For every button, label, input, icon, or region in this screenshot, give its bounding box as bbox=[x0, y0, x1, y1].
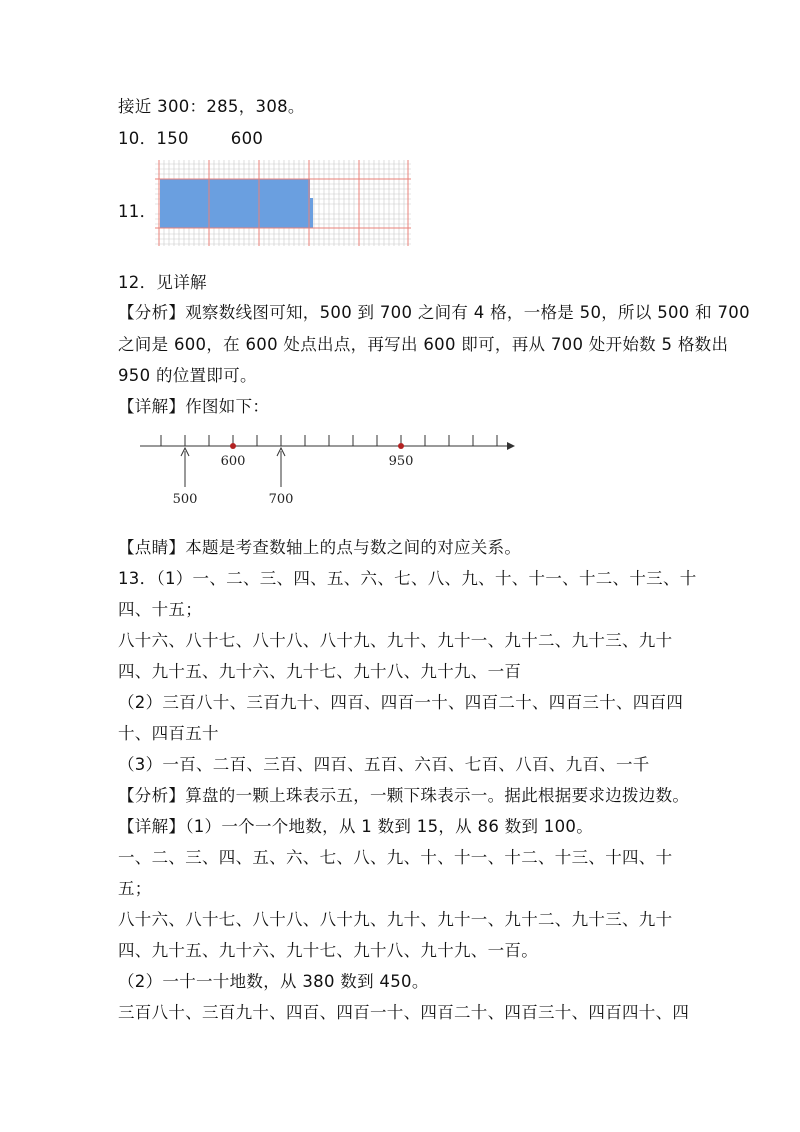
answer-line-9: 接近 300：285，308。 bbox=[118, 97, 305, 116]
answer-10-first: 10．150 bbox=[118, 129, 189, 148]
analysis-line-2: 之间是 600，在 600 处点出点，再写出 600 即可，再从 700 处开始数 5 格数出 bbox=[118, 335, 729, 354]
answer-line-10 bbox=[118, 128, 263, 150]
answer-13-line-4: 四、九十五、九十六、九十七、九十八、九十九、一百 bbox=[118, 662, 522, 681]
analysis-line-3: 950 的位置即可。 bbox=[118, 366, 257, 385]
label-700: 700 bbox=[268, 492, 294, 507]
detail-13-line-4: 八十六、八十七、八十八、八十九、九十、九十一、九十二、九十三、九十 bbox=[118, 910, 673, 929]
answer-13-line-2: 四、十五； bbox=[118, 600, 202, 619]
detail-13-line-1: 【详解】（1）一个一个地数，从 1 数到 15，从 86 数到 100。 bbox=[118, 817, 593, 836]
answer-10-second: 600 bbox=[230, 129, 264, 148]
detail-13-line-6: （2）一十一十地数，从 380 数到 450。 bbox=[118, 972, 429, 991]
key-point-line: 【点睛】本题是考查数轴上的点与数之间的对应关系。 bbox=[118, 538, 522, 557]
detail-heading: 【详解】作图如下： bbox=[118, 397, 270, 416]
point-950 bbox=[398, 443, 404, 449]
detail-13-line-2: 一、二、三、四、五、六、七、八、九、十、十一、十二、十三、十四、十 bbox=[118, 848, 673, 867]
number-line-arrowhead bbox=[507, 442, 515, 450]
answer-13-line-5: （2）三百八十、三百九十、四百、四百一十、四百二十、四百三十、四百四 bbox=[118, 693, 684, 712]
analysis-13-line: 【分析】算盘的一颗上珠表示五，一颗下珠表示一。据此根据要求边拨边数。 bbox=[118, 786, 690, 805]
detail-13-line-5: 四、九十五、九十六、九十七、九十八、九十九、一百。 bbox=[118, 941, 538, 960]
shaded-rectangle bbox=[160, 179, 310, 228]
label-600: 600 bbox=[220, 454, 246, 469]
answer-line-12: 12．见详解 bbox=[118, 273, 207, 292]
answer-13-line-1: 13．（1）一、二、三、四、五、六、七、八、九、十、十一、十二、十三、十 bbox=[118, 569, 697, 588]
answer-13-line-7: （3）一百、二百、三百、四百、五百、六百、七百、八百、九百、一千 bbox=[118, 755, 650, 774]
answer-13-line-3: 八十六、八十七、八十八、八十九、九十、九十一、九十二、九十三、九十 bbox=[118, 631, 673, 650]
point-600 bbox=[230, 443, 236, 449]
answer-line-11-number: 11． bbox=[118, 202, 157, 221]
detail-13-line-7: 三百八十、三百九十、四百、四百一十、四百二十、四百三十、四百四十、四 bbox=[118, 1003, 690, 1022]
analysis-line-1: 【分析】观察数线图可知，500 到 700 之间有 4 格，一格是 50，所以 500 和 700 bbox=[118, 303, 750, 322]
label-950: 950 bbox=[388, 454, 414, 469]
label-500: 500 bbox=[172, 492, 198, 507]
grid-area-figure bbox=[155, 160, 411, 246]
detail-13-line-3: 五； bbox=[118, 879, 152, 898]
number-line-ticks bbox=[161, 435, 497, 446]
number-line-figure bbox=[135, 425, 525, 510]
answer-13-line-6: 十、四百五十 bbox=[118, 724, 219, 743]
